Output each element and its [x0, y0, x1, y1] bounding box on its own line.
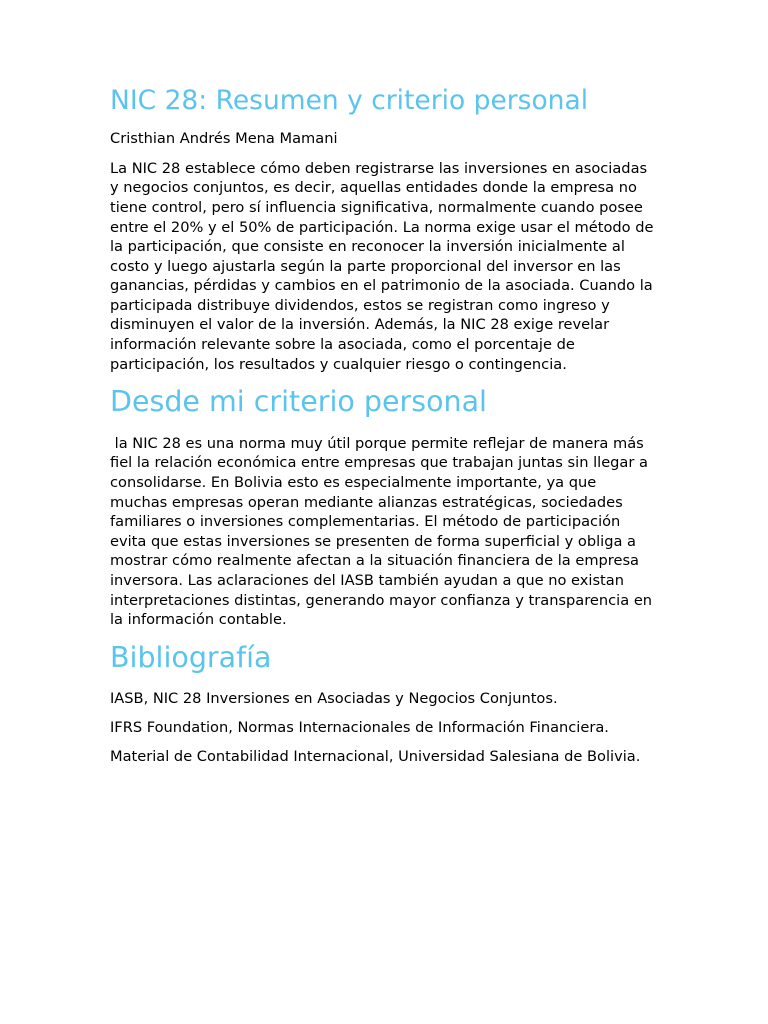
- bibliography-entry: IFRS Foundation, Normas Internacionales de Información Financiera.: [110, 719, 609, 737]
- summary-paragraph: La NIC 28 establece cómo deben registrarse las inversiones en asociadas y negocios conjuntos, es decir, aquellas entidades donde la empresa no tiene control, pero sí influencia significativa, normalmente cuando posee entre el 20% y el 50% de participación. La norma exige usar el método de la participación, que consiste en reconocer la inversión inicialmente al costo y luego ajustarla según la parte proporcional del inversor en las ganancias, pérdidas y cambios en el patrimonio de la asociada. Cuando la participada distribuye dividendos, estos se registran como ingreso y disminuyen el valor de la inversión. Además, la NIC 28 exige revelar información relevante sobre la asociada, como el porcentaje de participación, los resultados y cualquier riesgo o contingencia.: [110, 159, 654, 373]
- bibliography-list: [110, 689, 658, 766]
- document-title: NIC 28: Resumen y criterio personal: [110, 85, 589, 116]
- opinion-heading: Desde mi criterio personal: [110, 385, 487, 419]
- summary-section: [110, 159, 658, 375]
- bibliography-entry: Material de Contabilidad Internacional, Universidad Salesiana de Bolivia.: [110, 747, 641, 765]
- bibliography-entry: IASB, NIC 28 Inversiones en Asociadas y Negocios Conjuntos.: [110, 690, 558, 708]
- opinion-paragraph: la NIC 28 es una norma muy útil porque permite reflejar de manera más fiel la relación económica entre empresas que trabajan juntas sin llegar a consolidarse. En Bolivia esto es especialmente importante, ya que muchas empresas operan mediante alianzas estratégicas, sociedades familiares o inversiones complementarias. El método de participación evita que estas inversiones se presenten de forma superficial y obliga a mostrar cómo realmente afectan a la situación financiera de la empresa inversora. Las aclaraciones del IASB también ayudan a que no existan interpretaciones distintas, generando mayor confianza y transparencia en la información contable.: [110, 434, 657, 629]
- bibliography-heading: Bibliografía: [110, 640, 272, 674]
- author-name: Cristhian Andrés Mena Mamani: [110, 130, 338, 148]
